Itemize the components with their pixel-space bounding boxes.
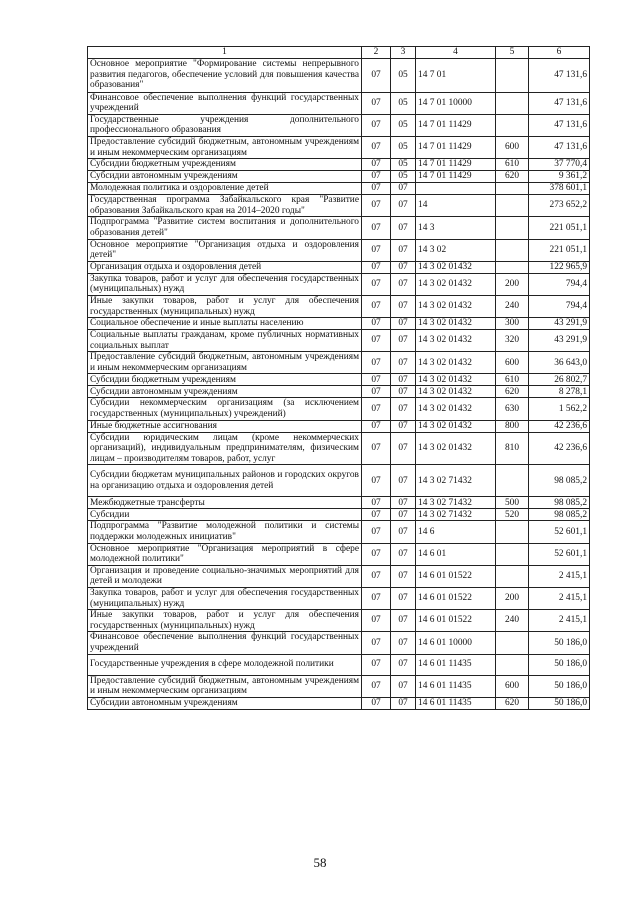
- header-col-4: 4: [416, 47, 496, 59]
- row-expense-type: [496, 217, 529, 239]
- table-row: [88, 114, 590, 136]
- row-expense-type: 240: [496, 295, 529, 317]
- header-col-2: 2: [362, 47, 391, 59]
- row-subsection: 07: [391, 352, 416, 374]
- row-expense-type: 200: [496, 588, 529, 610]
- row-name: Подпрограмма "Развитие систем воспитания и дополнительного образования детей": [88, 217, 362, 239]
- row-amount: 42 236,6: [529, 420, 590, 432]
- row-target-code: 14 7 01 10000: [416, 92, 496, 114]
- row-expense-type: [496, 183, 529, 195]
- row-amount: 378 601,1: [529, 183, 590, 195]
- row-section: 07: [362, 675, 391, 697]
- row-name: Социальные выплаты гражданам, кроме публичных нормативных социальных выплат: [88, 330, 362, 352]
- row-subsection: 07: [391, 295, 416, 317]
- row-expense-type: 520: [496, 509, 529, 521]
- row-amount: 2 415,1: [529, 588, 590, 610]
- row-section: 07: [362, 432, 391, 465]
- row-subsection: 07: [391, 183, 416, 195]
- table-row: [88, 432, 590, 465]
- row-subsection: 07: [391, 420, 416, 432]
- row-amount: 52 601,1: [529, 543, 590, 565]
- row-name: Межбюджетные трансферты: [88, 497, 362, 509]
- table-row: [88, 465, 590, 497]
- row-target-code: 14 3: [416, 217, 496, 239]
- row-section: 07: [362, 195, 391, 217]
- row-expense-type: [496, 632, 529, 654]
- row-name: Предоставление субсидий бюджетным, автономным учреждениям и иным некоммерческим организациям: [88, 136, 362, 158]
- row-section: 07: [362, 398, 391, 420]
- row-amount: 98 085,2: [529, 497, 590, 509]
- row-target-code: 14 7 01 11429: [416, 114, 496, 136]
- row-amount: 50 186,0: [529, 654, 590, 675]
- table-row: [88, 565, 590, 587]
- row-name: Субсидии юридическим лицам (кроме некоммерческих организаций), индивидуальным предпринимателям, физическим лицам – производителям товаров, работ, услуг: [88, 432, 362, 465]
- row-target-code: 14 6 01 01522: [416, 588, 496, 610]
- row-target-code: 14 6 01 01522: [416, 610, 496, 632]
- row-expense-type: [496, 58, 529, 92]
- row-section: 07: [362, 654, 391, 675]
- row-subsection: 07: [391, 497, 416, 509]
- row-section: 07: [362, 697, 391, 709]
- row-expense-type: [496, 654, 529, 675]
- row-amount: 9 361,2: [529, 171, 590, 183]
- row-subsection: 07: [391, 432, 416, 465]
- row-target-code: 14 6 01 10000: [416, 632, 496, 654]
- row-amount: 273 652,2: [529, 195, 590, 217]
- row-target-code: 14 7 01 11429: [416, 136, 496, 158]
- row-expense-type: 610: [496, 159, 529, 171]
- row-subsection: 05: [391, 92, 416, 114]
- table-row: [88, 386, 590, 398]
- row-name: Закупка товаров, работ и услуг для обеспечения государственных (муниципальных) нужд: [88, 273, 362, 295]
- row-target-code: 14 3 02 71432: [416, 509, 496, 521]
- row-subsection: 07: [391, 654, 416, 675]
- row-section: 07: [362, 273, 391, 295]
- table-row: [88, 273, 590, 295]
- row-target-code: 14 3 02 71432: [416, 465, 496, 497]
- row-amount: 2 415,1: [529, 610, 590, 632]
- row-target-code: 14 3 02 71432: [416, 497, 496, 509]
- row-amount: 8 278,1: [529, 386, 590, 398]
- row-section: 07: [362, 114, 391, 136]
- row-expense-type: 240: [496, 610, 529, 632]
- row-name: Субсидии: [88, 509, 362, 521]
- row-name: Молодежная политика и оздоровление детей: [88, 183, 362, 195]
- row-name: Иные закупки товаров, работ и услуг для обеспечения государственных (муниципальных) нужд: [88, 295, 362, 317]
- row-subsection: 07: [391, 697, 416, 709]
- row-section: 07: [362, 183, 391, 195]
- row-section: 07: [362, 565, 391, 587]
- table-row: [88, 610, 590, 632]
- row-subsection: 07: [391, 509, 416, 521]
- row-name: Финансовое обеспечение выполнения функций государственных учреждений: [88, 92, 362, 114]
- row-subsection: 05: [391, 58, 416, 92]
- row-name: Иные бюджетные ассигнования: [88, 420, 362, 432]
- row-expense-type: [496, 92, 529, 114]
- row-amount: 98 085,2: [529, 509, 590, 521]
- row-target-code: 14 3 02 01432: [416, 386, 496, 398]
- row-section: 07: [362, 261, 391, 273]
- row-section: 07: [362, 92, 391, 114]
- table-row: [88, 521, 590, 543]
- row-subsection: 07: [391, 632, 416, 654]
- table-row: [88, 697, 590, 709]
- row-amount: 47 131,6: [529, 136, 590, 158]
- row-amount: 37 770,4: [529, 159, 590, 171]
- row-subsection: 07: [391, 610, 416, 632]
- row-name: Субсидии бюджетным учреждениям: [88, 374, 362, 386]
- page-number: 58: [313, 855, 327, 870]
- row-subsection: 05: [391, 171, 416, 183]
- table-row: [88, 171, 590, 183]
- table-row: [88, 420, 590, 432]
- row-amount: 98 085,2: [529, 465, 590, 497]
- row-section: 07: [362, 295, 391, 317]
- row-section: 07: [362, 588, 391, 610]
- row-amount: 47 131,6: [529, 58, 590, 92]
- row-amount: 1 562,2: [529, 398, 590, 420]
- row-name: Организация и проведение социально-значимых мероприятий для детей и молодежи: [88, 565, 362, 587]
- table-row: [88, 183, 590, 195]
- row-subsection: 07: [391, 398, 416, 420]
- row-name: Основное мероприятие "Организация отдыха и оздоровления детей": [88, 239, 362, 261]
- row-section: 07: [362, 217, 391, 239]
- row-target-code: 14 3 02: [416, 239, 496, 261]
- table-row: [88, 352, 590, 374]
- row-name: Основное мероприятие "Организация мероприятий в сфере молодежной политики": [88, 543, 362, 565]
- row-expense-type: 300: [496, 318, 529, 330]
- row-expense-type: [496, 114, 529, 136]
- row-expense-type: [496, 195, 529, 217]
- table-row: [88, 239, 590, 261]
- row-amount: 2 415,1: [529, 565, 590, 587]
- row-amount: 43 291,9: [529, 330, 590, 352]
- row-subsection: 07: [391, 543, 416, 565]
- row-section: 07: [362, 318, 391, 330]
- row-expense-type: [496, 239, 529, 261]
- row-section: 07: [362, 330, 391, 352]
- row-section: 07: [362, 610, 391, 632]
- table-row: [88, 330, 590, 352]
- row-expense-type: 320: [496, 330, 529, 352]
- table-row: [88, 318, 590, 330]
- row-expense-type: 620: [496, 697, 529, 709]
- row-name: Субсидии бюджетам муниципальных районов и городских округов на организацию отдыха и оздоровления детей: [88, 465, 362, 497]
- row-amount: 221 051,1: [529, 239, 590, 261]
- row-target-code: 14 7 01 11429: [416, 171, 496, 183]
- table-row: [88, 588, 590, 610]
- row-section: 07: [362, 352, 391, 374]
- row-target-code: 14 7 01: [416, 58, 496, 92]
- row-target-code: 14 3 02 01432: [416, 295, 496, 317]
- row-target-code: 14 3 02 01432: [416, 330, 496, 352]
- row-expense-type: 620: [496, 386, 529, 398]
- row-target-code: 14 6 01 01522: [416, 565, 496, 587]
- row-expense-type: 600: [496, 352, 529, 374]
- row-name: Организация отдыха и оздоровления детей: [88, 261, 362, 273]
- row-amount: 47 131,6: [529, 114, 590, 136]
- row-subsection: 07: [391, 374, 416, 386]
- row-amount: 50 186,0: [529, 697, 590, 709]
- row-target-code: 14 3 02 01432: [416, 261, 496, 273]
- row-section: 07: [362, 386, 391, 398]
- row-subsection: 07: [391, 273, 416, 295]
- table-row: [88, 261, 590, 273]
- row-section: 07: [362, 420, 391, 432]
- row-subsection: 07: [391, 521, 416, 543]
- row-expense-type: 200: [496, 273, 529, 295]
- row-amount: 43 291,9: [529, 318, 590, 330]
- row-subsection: 07: [391, 318, 416, 330]
- row-section: 07: [362, 465, 391, 497]
- row-subsection: 07: [391, 386, 416, 398]
- row-amount: 794,4: [529, 273, 590, 295]
- row-section: 07: [362, 632, 391, 654]
- row-name: Предоставление субсидий бюджетным, автономным учреждениям и иным некоммерческим организациям: [88, 675, 362, 697]
- row-subsection: 07: [391, 217, 416, 239]
- table-row: [88, 509, 590, 521]
- row-target-code: 14 3 02 01432: [416, 374, 496, 386]
- row-subsection: 05: [391, 114, 416, 136]
- row-name: Подпрограмма "Развитие молодежной политики и системы поддержки молодежных инициатив": [88, 521, 362, 543]
- row-target-code: 14 6 01 11435: [416, 654, 496, 675]
- row-name: Субсидии бюджетным учреждениям: [88, 159, 362, 171]
- table-row: [88, 632, 590, 654]
- row-amount: 42 236,6: [529, 432, 590, 465]
- table-row: [88, 398, 590, 420]
- row-section: 07: [362, 136, 391, 158]
- row-name: Иные закупки товаров, работ и услуг для обеспечения государственных (муниципальных) нужд: [88, 610, 362, 632]
- row-subsection: 05: [391, 159, 416, 171]
- table-row: [88, 136, 590, 158]
- row-expense-type: [496, 521, 529, 543]
- row-target-code: 14 6: [416, 521, 496, 543]
- table-row: [88, 675, 590, 697]
- row-name: Субсидии автономным учреждениям: [88, 171, 362, 183]
- row-section: 07: [362, 171, 391, 183]
- row-section: 07: [362, 543, 391, 565]
- row-expense-type: [496, 465, 529, 497]
- header-col-1: 1: [88, 47, 362, 59]
- row-subsection: 07: [391, 261, 416, 273]
- row-name: Государственные учреждения в сфере молодежной политики: [88, 654, 362, 675]
- row-name: Основное мероприятие "Формирование системы непрерывного развития педагогов, обеспечение условий для повышения качества образования": [88, 58, 362, 92]
- row-section: 07: [362, 497, 391, 509]
- row-target-code: 14 3 02 01432: [416, 318, 496, 330]
- row-amount: 52 601,1: [529, 521, 590, 543]
- budget-table: [87, 46, 590, 710]
- row-expense-type: 500: [496, 497, 529, 509]
- row-name: Социальное обеспечение и иные выплаты населению: [88, 318, 362, 330]
- row-name: Субсидии автономным учреждениям: [88, 386, 362, 398]
- row-amount: 36 643,0: [529, 352, 590, 374]
- row-section: 07: [362, 159, 391, 171]
- header-col-3: 3: [391, 47, 416, 59]
- row-target-code: 14 6 01: [416, 543, 496, 565]
- row-target-code: [416, 183, 496, 195]
- header-row: [88, 47, 590, 59]
- row-name: Субсидии некоммерческим организациям (за исключением государственных (муниципальных) учреждений): [88, 398, 362, 420]
- row-amount: 794,4: [529, 295, 590, 317]
- row-expense-type: [496, 565, 529, 587]
- row-section: 07: [362, 509, 391, 521]
- row-name: Предоставление субсидий бюджетным, автономным учреждениям и иным некоммерческим организациям: [88, 352, 362, 374]
- row-subsection: 07: [391, 195, 416, 217]
- row-expense-type: 610: [496, 374, 529, 386]
- row-subsection: 07: [391, 675, 416, 697]
- row-subsection: 07: [391, 588, 416, 610]
- row-expense-type: 630: [496, 398, 529, 420]
- header-col-5: 5: [496, 47, 529, 59]
- row-subsection: 07: [391, 239, 416, 261]
- row-name: Закупка товаров, работ и услуг для обеспечения государственных (муниципальных) нужд: [88, 588, 362, 610]
- row-name: Государственные учреждения дополнительного профессионального образования: [88, 114, 362, 136]
- table-row: [88, 543, 590, 565]
- row-amount: 50 186,0: [529, 675, 590, 697]
- table-row: [88, 374, 590, 386]
- table-row: [88, 497, 590, 509]
- table-row: [88, 217, 590, 239]
- table-row: [88, 195, 590, 217]
- row-expense-type: [496, 543, 529, 565]
- row-target-code: 14 3 02 01432: [416, 273, 496, 295]
- row-name: Субсидии автономным учреждениям: [88, 697, 362, 709]
- table-row: [88, 295, 590, 317]
- row-expense-type: 800: [496, 420, 529, 432]
- row-expense-type: [496, 261, 529, 273]
- row-target-code: 14 6 01 11435: [416, 675, 496, 697]
- row-amount: 26 802,7: [529, 374, 590, 386]
- row-amount: 122 965,9: [529, 261, 590, 273]
- row-amount: 47 131,6: [529, 92, 590, 114]
- row-amount: 221 051,1: [529, 217, 590, 239]
- row-expense-type: 600: [496, 136, 529, 158]
- row-target-code: 14 3 02 01432: [416, 398, 496, 420]
- row-subsection: 05: [391, 136, 416, 158]
- row-subsection: 07: [391, 330, 416, 352]
- table-row: [88, 58, 590, 92]
- row-target-code: 14 3 02 01432: [416, 432, 496, 465]
- row-target-code: 14 3 02 01432: [416, 352, 496, 374]
- row-subsection: 07: [391, 465, 416, 497]
- row-section: 07: [362, 58, 391, 92]
- row-section: 07: [362, 521, 391, 543]
- header-col-6: 6: [529, 47, 590, 59]
- row-name: Финансовое обеспечение выполнения функций государственных учреждений: [88, 632, 362, 654]
- row-name: Государственная программа Забайкальского края "Развитие образования Забайкальского края на 2014–2020 годы": [88, 195, 362, 217]
- table-row: [88, 92, 590, 114]
- row-section: 07: [362, 239, 391, 261]
- row-target-code: 14: [416, 195, 496, 217]
- row-target-code: 14 3 02 01432: [416, 420, 496, 432]
- row-target-code: 14 7 01 11429: [416, 159, 496, 171]
- table-row: [88, 159, 590, 171]
- row-amount: 50 186,0: [529, 632, 590, 654]
- row-expense-type: 600: [496, 675, 529, 697]
- row-section: 07: [362, 374, 391, 386]
- table-row: [88, 654, 590, 675]
- budget-table-body: [88, 47, 590, 710]
- row-expense-type: 810: [496, 432, 529, 465]
- row-target-code: 14 6 01 11435: [416, 697, 496, 709]
- row-subsection: 07: [391, 565, 416, 587]
- row-expense-type: 620: [496, 171, 529, 183]
